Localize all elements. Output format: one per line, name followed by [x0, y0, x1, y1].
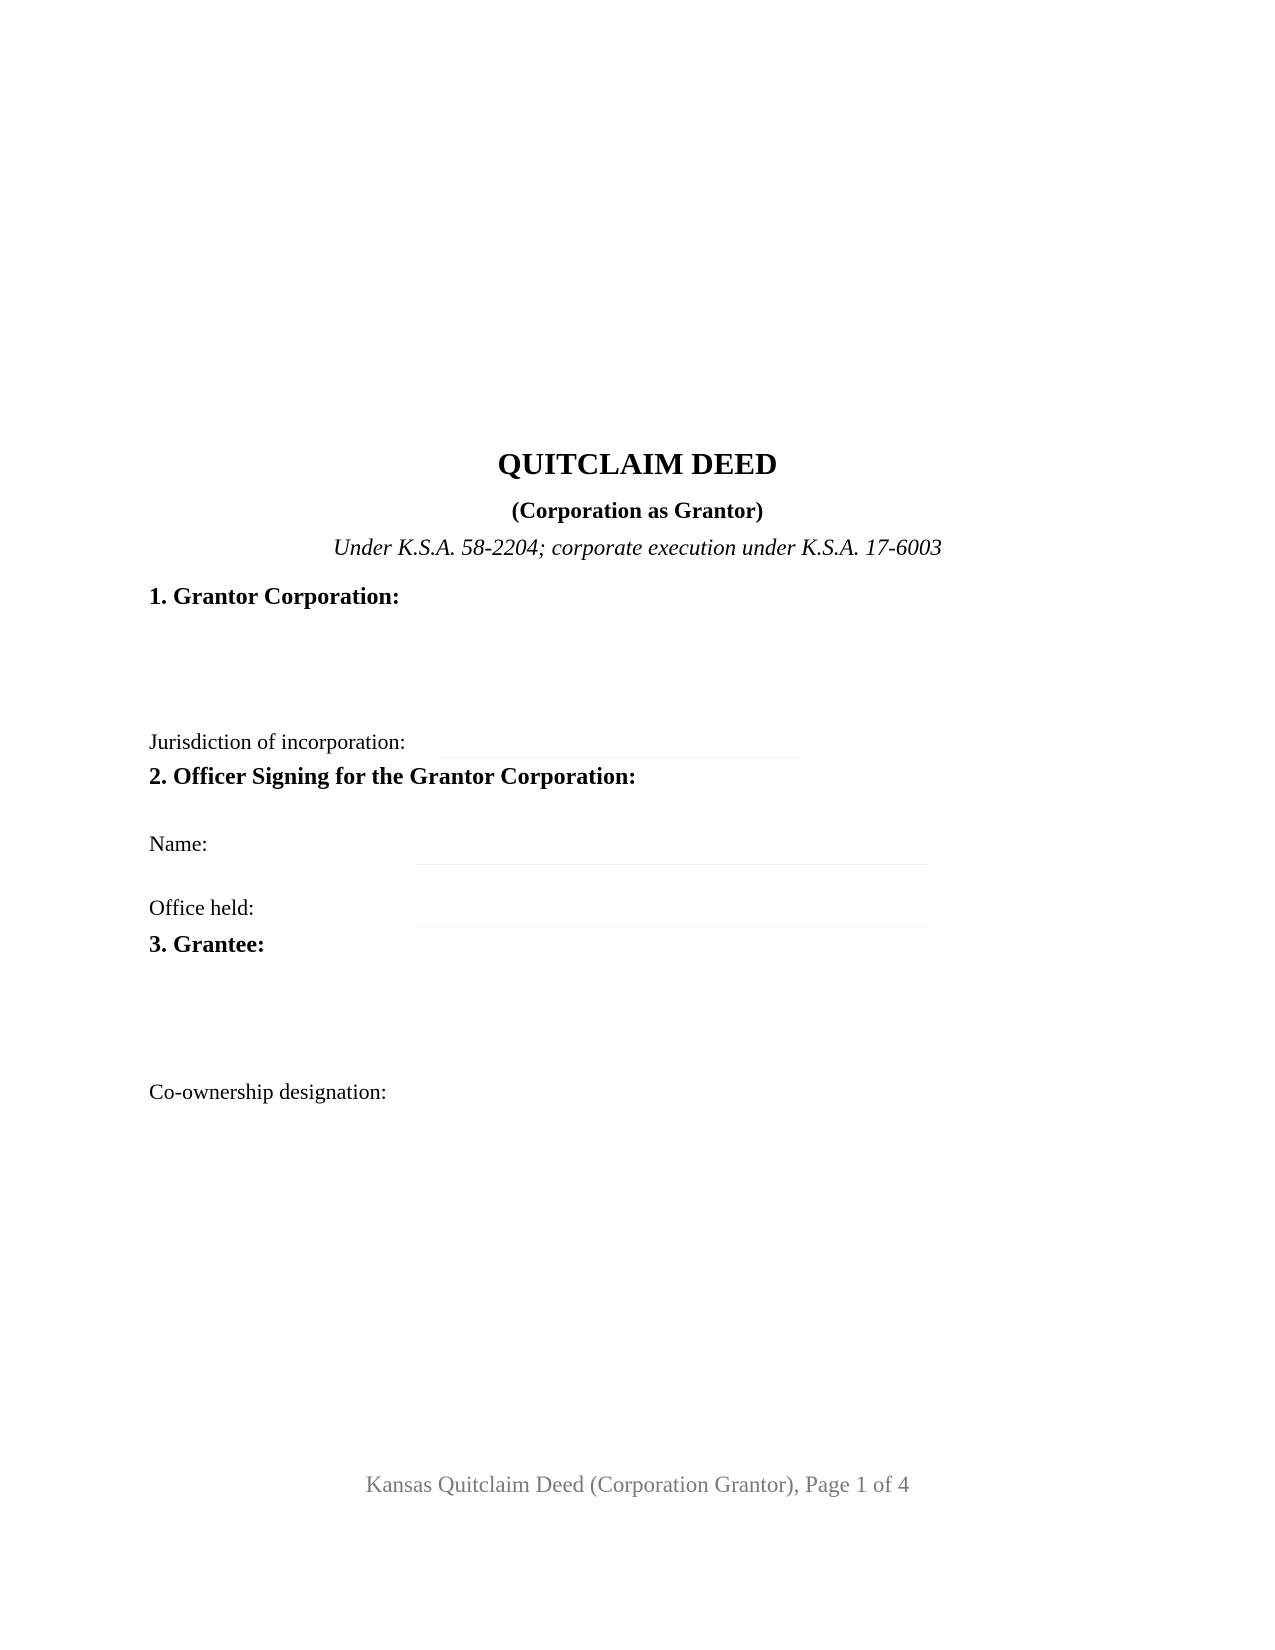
page-footer: Kansas Quitclaim Deed (Corporation Grantor), Page 1 of 4: [365, 1472, 910, 1497]
section-heading-grantor: 1. Grantor Corporation:: [149, 584, 400, 610]
office-held-field[interactable]: [415, 926, 930, 927]
officer-name-field[interactable]: [415, 864, 930, 865]
statute-reference: Under K.S.A. 58-2204; corporate execution under K.S.A. 17-6003: [333, 535, 942, 560]
document-title: QUITCLAIM DEED: [497, 446, 778, 481]
section-heading-grantee: 3. Grantee:: [149, 932, 265, 958]
section-heading-officer: 2. Officer Signing for the Grantor Corporation:: [149, 764, 637, 790]
jurisdiction-field[interactable]: [440, 757, 800, 758]
officer-name-label: Name:: [149, 831, 208, 856]
coownership-label: Co-ownership designation:: [149, 1079, 387, 1104]
office-held-label: Office held:: [149, 895, 255, 920]
document-subtitle: (Corporation as Grantor): [511, 498, 764, 523]
jurisdiction-label: Jurisdiction of incorporation:: [149, 729, 406, 754]
